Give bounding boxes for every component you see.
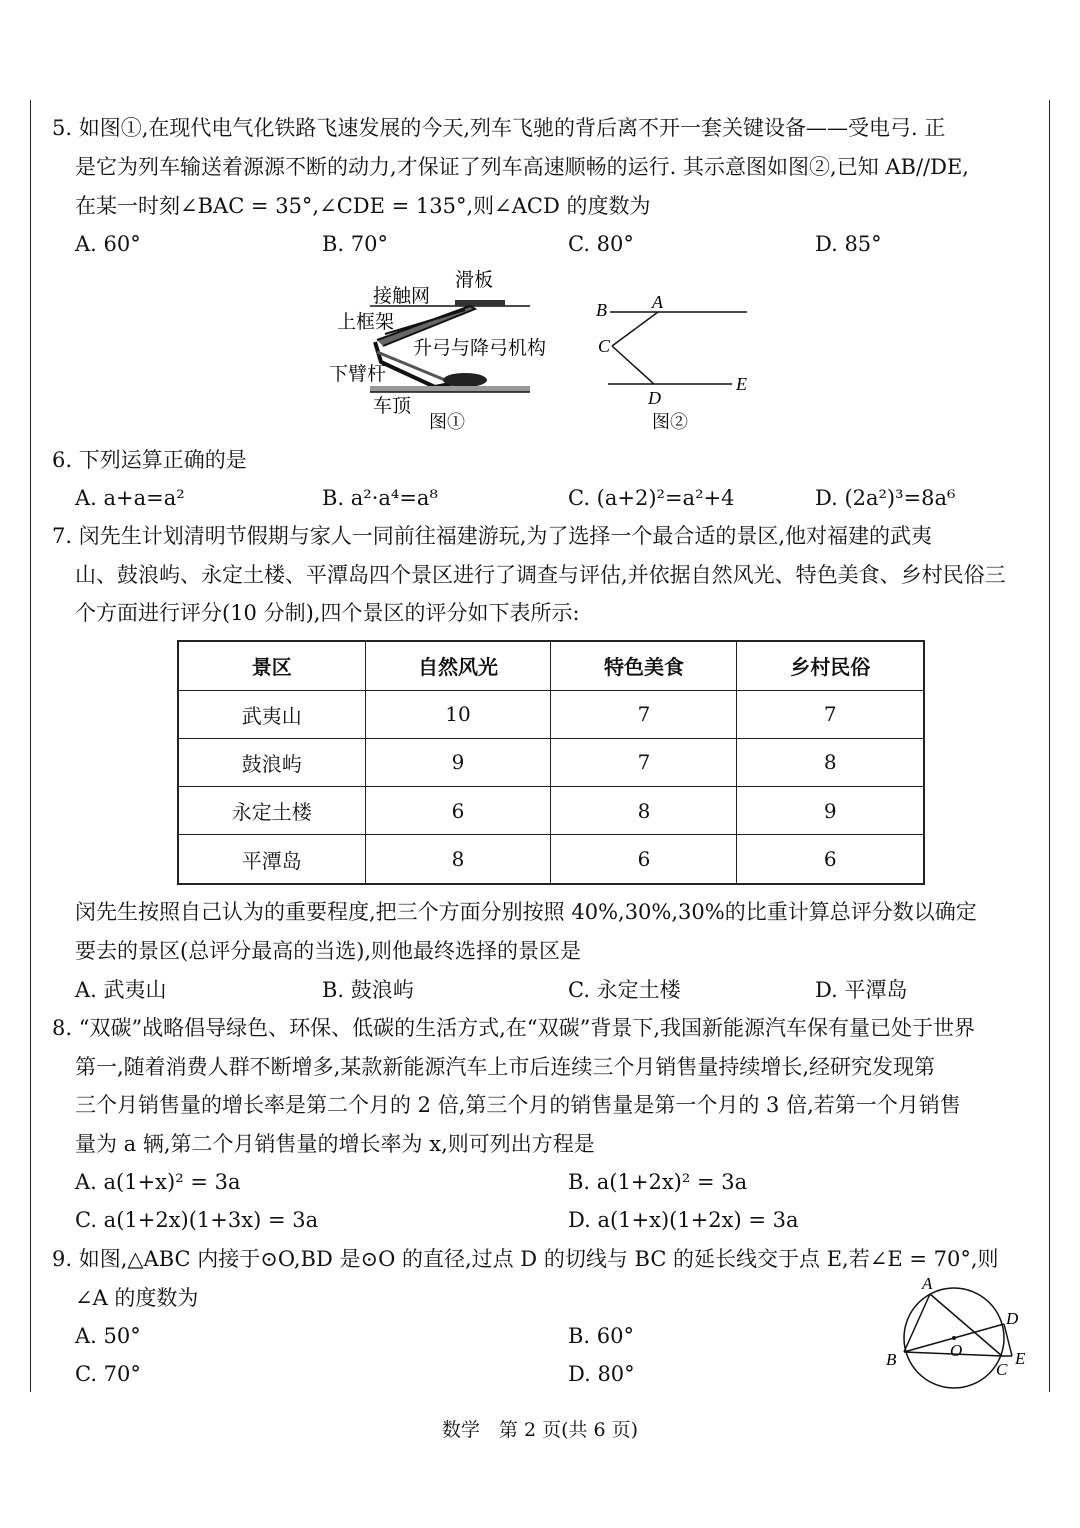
label-contact-wire: 接触网 — [373, 286, 431, 307]
point-b: B — [596, 300, 607, 320]
q5-line-1: 5. 如图①,在现代电气化铁路飞速发展的今天,列车飞驰的背后离不开一套关键设备——受电弓. 正 — [52, 116, 946, 140]
q7-option-b: B. 鼓浪屿 — [322, 978, 414, 1002]
q7-line-2: 山、鼓浪屿、永定土楼、平潭岛四个景区进行了调查与评估,并依据自然风光、特色美食、乡村民俗三 — [75, 563, 1006, 587]
label-roof: 车顶 — [373, 396, 412, 417]
table-cell: 鼓浪屿 — [178, 738, 365, 786]
table-cell: 9 — [365, 738, 551, 786]
label-slide-plate: 滑板 — [455, 270, 494, 291]
fig1-caption: 图① — [429, 412, 465, 432]
table-header: 自然风光 — [365, 641, 551, 690]
point-o: O — [950, 1341, 963, 1360]
point-d: D — [648, 388, 661, 408]
table-header-row — [178, 641, 924, 690]
scores-table — [177, 640, 925, 885]
q9-line-2: ∠A 的度数为 — [75, 1286, 199, 1310]
table-cell: 6 — [365, 787, 551, 835]
table-row — [178, 787, 924, 835]
point-a: A — [922, 1274, 933, 1293]
point-b: B — [886, 1350, 897, 1369]
fig2-caption: 图② — [652, 412, 688, 432]
q9-option-c: C. 70° — [75, 1362, 141, 1386]
q8-line-1: 8. “双碳”战略倡导绿色、环保、低碳的生活方式,在“双碳”背景下,我国新能源汽车保有量已处于世界 — [52, 1016, 976, 1040]
table-cell: 10 — [365, 690, 551, 738]
table-cell: 9 — [737, 787, 924, 835]
table-cell: 武夷山 — [178, 690, 365, 738]
q9-option-d: D. 80° — [568, 1362, 635, 1386]
q9-option-b: B. 60° — [568, 1324, 635, 1348]
table-cell: 7 — [551, 690, 737, 738]
table-cell: 7 — [551, 738, 737, 786]
pantograph-figure — [325, 262, 565, 442]
table-header: 特色美食 — [551, 641, 737, 690]
q6-option-c: C. (a+2)²=a²+4 — [568, 486, 735, 510]
circle-figure — [878, 1272, 1038, 1392]
q8-option-b: B. a(1+2x)² = 3a — [568, 1170, 748, 1194]
q5-option-d: D. 85° — [815, 232, 882, 256]
page-footer: 数学 第 2 页(共 6 页) — [441, 1419, 639, 1441]
table-cell: 6 — [551, 835, 737, 884]
q7-line-3: 个方面进行评分(10 分制),四个景区的评分如下表所示: — [75, 601, 580, 625]
q6-option-d: D. (2a²)³=8a⁶ — [815, 486, 956, 510]
table-cell: 7 — [737, 690, 924, 738]
q7-option-d: D. 平潭岛 — [815, 978, 908, 1002]
label-upper-frame: 上框架 — [337, 312, 395, 333]
q5-option-b: B. 70° — [322, 232, 389, 256]
table-cell: 8 — [737, 738, 924, 786]
q6-option-b: B. a²·a⁴=a⁸ — [322, 486, 438, 510]
q6-stem: 6. 下列运算正确的是 — [52, 448, 247, 472]
q5-line-3: 在某一时刻∠BAC = 35°,∠CDE = 135°,则∠ACD 的度数为 — [75, 194, 651, 218]
point-a: A — [652, 292, 663, 312]
q8-option-d: D. a(1+x)(1+2x) = 3a — [568, 1208, 799, 1232]
table-cell: 8 — [551, 787, 737, 835]
point-c: C — [598, 336, 611, 356]
q8-line-2: 第一,随着消费人群不断增多,某款新能源汽车上市后连续三个月销售量持续增长,经研究发现第 — [75, 1055, 936, 1079]
label-mechanism: 升弓与降弓机构 — [413, 338, 547, 359]
q9-line-1: 9. 如图,△ABC 内接于⊙O,BD 是⊙O 的直径,过点 D 的切线与 BC 的延长线交于点 E,若∠E = 70°,则 — [52, 1247, 999, 1271]
q5-option-a: A. 60° — [75, 232, 141, 256]
point-e: E — [1015, 1349, 1026, 1368]
q6-option-a: A. a+a=a² — [75, 486, 185, 510]
q8-option-c: C. a(1+2x)(1+3x) = 3a — [75, 1208, 319, 1232]
table-header: 乡村民俗 — [737, 641, 924, 690]
q8-line-3: 三个月销售量的增长率是第二个月的 2 倍,第三个月的销售量是第一个月的 3 倍,若第一个月销售 — [75, 1093, 961, 1117]
table-row — [178, 690, 924, 738]
q7-after-line-1: 闵先生按照自己认为的重要程度,把三个方面分别按照 40%,30%,30%的比重计算总评分数以确定 — [75, 900, 977, 924]
geometry-figure-2 — [590, 290, 770, 440]
q7-option-a: A. 武夷山 — [75, 978, 167, 1002]
table-cell: 永定土楼 — [178, 787, 365, 835]
point-d: D — [1006, 1309, 1019, 1328]
table-cell: 平潭岛 — [178, 835, 365, 884]
q8-option-a: A. a(1+x)² = 3a — [75, 1170, 241, 1194]
q5-option-c: C. 80° — [568, 232, 634, 256]
table-row — [178, 738, 924, 786]
point-c: C — [996, 1360, 1008, 1379]
table-row — [178, 835, 924, 884]
q7-after-line-2: 要去的景区(总评分最高的当选),则他最终选择的景区是 — [75, 939, 582, 963]
table-header: 景区 — [178, 641, 365, 690]
label-lower-arm: 下臂杆 — [329, 364, 387, 385]
point-e: E — [736, 374, 747, 394]
table-cell: 8 — [365, 835, 551, 884]
q8-line-4: 量为 a 辆,第二个月销售量的增长率为 x,则可列出方程是 — [75, 1132, 595, 1156]
q9-option-a: A. 50° — [75, 1324, 141, 1348]
q5-line-2: 是它为列车输送着源源不断的动力,才保证了列车高速顺畅的运行. 其示意图如图②,已知 AB//DE, — [75, 155, 969, 179]
q7-line-1: 7. 闵先生计划清明节假期与家人一同前往福建游玩,为了选择一个最合适的景区,他对福建的武夷 — [52, 524, 933, 548]
table-cell: 6 — [737, 835, 924, 884]
q7-option-c: C. 永定土楼 — [568, 978, 681, 1002]
